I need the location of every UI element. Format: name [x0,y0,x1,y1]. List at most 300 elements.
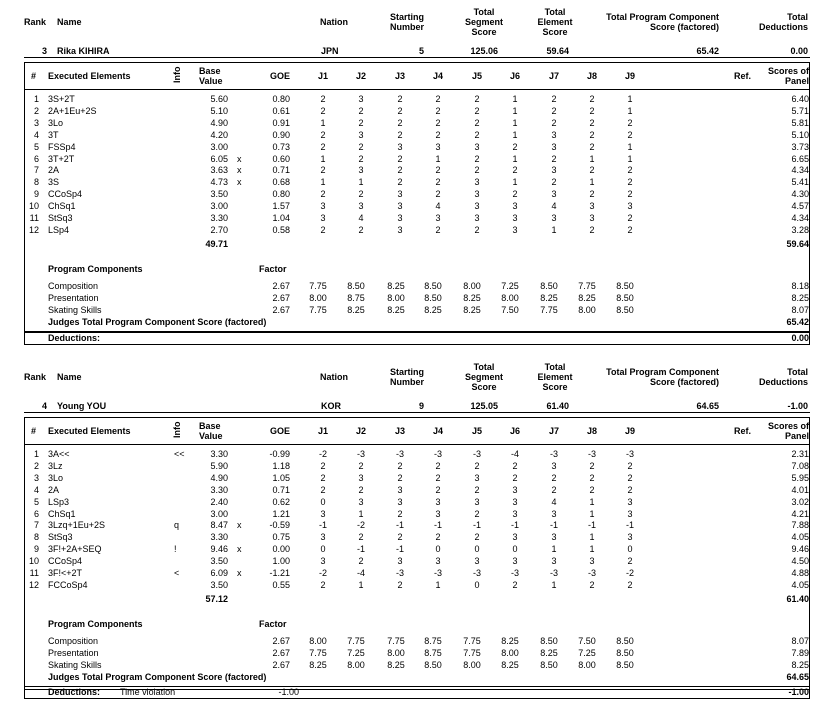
summary-underline [24,57,810,58]
element-panel-score: 4.30 [791,189,809,200]
tes-header: Element [537,372,573,382]
ref-header: Ref. [734,426,752,436]
element-panel-score: 4.57 [791,201,809,212]
component-name: Skating Skills [48,660,102,670]
element-panel-score: 6.40 [791,94,809,104]
judge-header: J7 [548,426,559,436]
component-factor: 2.67 [272,281,290,291]
judge-score: 3 [435,508,441,519]
component-judge-score: 8.25 [387,660,405,670]
element-panel-score: 4.01 [791,484,809,495]
component-name: Composition [48,281,99,291]
judge-score: 1 [435,579,441,590]
component-judge-score: 8.50 [616,636,634,646]
judge-score: 2 [551,484,557,495]
tes-header: Total [544,362,566,372]
judge-score: 3 [551,141,557,152]
judge-score: 2 [320,460,326,471]
element-code: 3T+2T [48,153,75,164]
judge-score: 2 [627,224,633,235]
judge-score: -3 [549,568,558,578]
judge-header: J6 [509,426,520,436]
judge-score: -3 [510,568,519,578]
element-number: 8 [33,532,39,543]
pcs-header: Score (factored) [649,22,719,32]
judge-score: 2 [474,224,480,235]
judge-score: 1 [512,177,518,188]
component-judge-score: 8.75 [424,648,442,658]
judge-score: 2 [358,117,364,128]
element-base-value: 3.30 [210,449,228,459]
judge-score: 2 [512,141,518,152]
info-header: Info [172,421,182,438]
judge-score: 2 [397,460,403,471]
judge-score: 2 [435,177,441,188]
judge-score: 2 [435,105,441,116]
component-judge-score: 8.50 [616,281,634,291]
judge-score: -4 [510,449,519,459]
starting-number-header: Number [389,22,424,32]
judge-score: 3 [512,532,518,543]
element-number: 9 [33,189,39,200]
component-judge-score: 8.50 [616,660,634,670]
judge-score: -1 [587,520,596,531]
component-judge-score: 7.75 [309,281,327,291]
program-components-header: Program Components [48,619,143,629]
judge-score: 0 [474,579,480,590]
judges-total-pcs-label: Judges Total Program Component Score (factored) [48,672,267,682]
judge-score: 2 [435,129,441,140]
deductions-header: Total [787,367,808,377]
element-base-value: 4.73 [210,177,228,188]
element-number: 5 [33,496,39,507]
judge-score: 3 [551,213,557,223]
component-score: 8.25 [791,660,809,670]
element-code: 2A [48,484,60,495]
judge-score: 1 [512,129,518,140]
judge-score: 3 [358,201,364,212]
element-panel-score: 4.88 [791,568,809,578]
element-bonus-marker: x [237,177,242,188]
element-code: LSp3 [48,496,70,507]
judge-score: 1 [358,508,364,519]
judge-score: 2 [589,105,595,116]
element-base-value: 3.30 [210,484,228,495]
element-panel-score: 5.81 [791,117,809,128]
element-base-value: 5.60 [210,94,228,104]
judge-score: 1 [589,153,595,164]
rank-header: Rank [24,372,47,382]
element-code: LSp4 [48,224,70,235]
table-header-underline [24,89,810,90]
judge-score: -3 [433,568,442,578]
scores-of-panel-header: Panel [784,431,809,441]
judge-score: 3 [512,496,518,507]
element-code: FSSp4 [48,141,76,152]
judge-score: -1 [395,544,404,555]
component-judge-score: 8.75 [424,636,442,646]
judge-header: J3 [394,71,405,81]
judge-score: 2 [435,460,441,471]
element-panel-score: 4.05 [791,579,809,590]
num-header: # [31,426,37,436]
component-judge-score: 8.25 [463,293,481,303]
base-value-header: Value [199,431,223,441]
judge-score: 2 [589,141,595,152]
element-goe: 0.55 [272,579,290,590]
judge-score: 2 [627,213,633,223]
element-panel-score: 5.95 [791,472,809,483]
tes-total: 59.64 [786,239,809,249]
judge-score: 2 [627,117,633,128]
element-code: CCoSp4 [48,556,83,567]
base-value-total: 49.71 [205,239,228,249]
judge-score: 3 [512,224,518,235]
judge-score: -3 [472,449,481,459]
judge-score: 2 [358,532,364,543]
judge-header: J6 [509,71,520,81]
deductions-header: Deductions [758,377,808,387]
judge-score: 3 [512,201,518,212]
judge-score: 3 [435,556,441,567]
element-number: 10 [28,201,39,212]
element-info: q [174,520,180,531]
element-info: << [174,449,185,459]
judge-score: 3 [358,496,364,507]
component-judge-score: 8.50 [616,648,634,658]
element-bonus-marker: x [237,544,242,555]
element-base-value: 3.00 [210,201,228,212]
component-judge-score: 8.50 [540,281,558,291]
element-goe: 1.18 [272,460,290,471]
judge-score: 2 [397,165,403,176]
judge-score: 3 [397,224,403,235]
judge-score: 3 [320,213,326,223]
component-judge-score: 8.25 [501,660,519,670]
judge-score: 3 [474,201,480,212]
judge-score: 1 [589,532,595,543]
judge-header: J3 [394,426,405,436]
element-number: 12 [28,579,39,590]
judge-score: 2 [397,117,403,128]
component-judge-score: 7.75 [309,648,327,658]
judge-score: 2 [589,484,595,495]
goe-header: GOE [269,426,290,436]
tss-header: Score [471,382,497,392]
judge-score: -3 [356,449,365,459]
component-judge-score: 7.50 [578,636,596,646]
judge-score: 2 [358,460,364,471]
component-judge-score: 8.50 [424,281,442,291]
judge-score: 3 [397,484,403,495]
judge-score: 0 [435,544,441,555]
skater-tes: 59.64 [546,46,569,56]
element-number: 9 [33,544,39,555]
deduction-total: 0.00 [791,333,809,343]
table-header-underline [24,444,810,445]
component-judge-score: 7.75 [347,636,365,646]
component-judge-score: 7.75 [578,281,596,291]
element-goe: 0.80 [272,189,290,200]
tes-header: Element [537,17,573,27]
element-goe: 0.91 [272,117,290,128]
judge-score: 2 [435,532,441,543]
judge-score: 1 [320,117,326,128]
element-info: ! [174,544,177,555]
judge-score: 2 [397,508,403,519]
component-judge-score: 8.25 [540,648,558,658]
element-panel-score: 5.41 [791,177,809,188]
element-code: 3S+2T [48,94,75,104]
judge-score: 1 [627,141,633,152]
component-judge-score: 8.25 [387,281,405,291]
judge-score: 3 [512,484,518,495]
scores-of-panel-header: Scores of [767,66,809,76]
judge-score: 2 [627,460,633,471]
judge-score: 3 [551,508,557,519]
nation-header: Nation [320,17,348,27]
judge-score: 0 [474,544,480,555]
element-panel-score: 5.10 [791,129,809,140]
element-code: CCoSp4 [48,189,83,200]
element-code: 3Lo [48,117,64,128]
summary-underline [24,412,810,413]
base-value-header: Base [199,66,221,76]
component-judge-score: 8.50 [347,281,365,291]
deductions-box [24,332,810,345]
element-number: 1 [33,94,39,104]
pcs-header: Total Program Component [606,12,719,22]
element-panel-score: 7.88 [791,520,809,531]
component-judge-score: 8.00 [309,636,327,646]
judge-score: -1 [433,520,442,531]
judge-score: 3 [358,94,364,104]
component-judge-score: 8.50 [424,293,442,303]
judge-score: 2 [512,460,518,471]
component-judge-score: 8.50 [616,305,634,315]
judge-score: 2 [589,94,595,104]
judge-score: -2 [318,449,327,459]
judge-score: 3 [397,496,403,507]
element-code: 3F!<+2T [48,568,83,578]
component-score: 8.25 [791,293,809,303]
executed-elements-header: Executed Elements [48,426,131,436]
skater-pcs: 64.65 [696,401,719,411]
element-code: 2A+1Eu+2S [48,105,97,116]
judge-score: 2 [627,177,633,188]
judge-score: 2 [320,189,326,200]
judge-score: 2 [589,224,595,235]
element-bonus-marker: x [237,568,242,578]
judges-total-pcs-label: Judges Total Program Component Score (factored) [48,317,267,327]
element-panel-score: 4.21 [791,508,809,519]
judge-score: 2 [551,94,557,104]
element-goe: -1.21 [269,568,290,578]
component-judge-score: 7.25 [347,648,365,658]
factor-header: Factor [259,264,287,274]
judge-score: 3 [627,496,633,507]
judge-score: 2 [435,224,441,235]
judge-score: 1 [358,579,364,590]
element-base-value: 5.10 [210,105,228,116]
judge-score: -1 [395,520,404,531]
deduction-detail: Time violation [120,687,176,697]
element-number: 6 [33,153,39,164]
skater-tes: 61.40 [546,401,569,411]
judge-score: 2 [589,117,595,128]
element-number: 3 [33,472,39,483]
element-goe: 0.62 [272,496,290,507]
scores-of-panel-header: Scores of [767,421,809,431]
element-number: 7 [33,520,39,531]
skater-rank: 4 [42,401,48,411]
pcs-header: Total Program Component [606,367,719,377]
element-goe: 0.61 [272,105,290,116]
judge-score: 2 [627,129,633,140]
judge-score: 3 [358,129,364,140]
judge-score: 3 [474,141,480,152]
judge-score: 1 [627,94,633,104]
component-judge-score: 8.50 [540,636,558,646]
judge-header: J5 [471,426,482,436]
program-components-header: Program Components [48,264,143,274]
judge-score: 2 [397,177,403,188]
judge-score: -3 [549,449,558,459]
component-score: 8.07 [791,305,809,315]
judge-score: 2 [474,532,480,543]
judge-score: 4 [551,201,557,212]
deduction-total: -1.00 [788,687,809,697]
component-judge-score: 7.75 [463,648,481,658]
judge-score: -2 [318,568,327,578]
judge-score: 3 [551,460,557,471]
element-base-value: 4.20 [210,129,228,140]
element-goe: 0.68 [272,177,290,188]
element-code: 3A<< [48,449,70,459]
element-panel-score: 3.28 [791,224,809,235]
element-bonus-marker: x [237,165,242,176]
element-bonus-marker: x [237,520,242,531]
element-goe: 1.05 [272,472,290,483]
judge-score: 1 [551,224,557,235]
judge-score: 2 [397,532,403,543]
component-factor: 2.67 [272,636,290,646]
judge-header: J1 [317,71,328,81]
judge-score: 3 [512,508,518,519]
judge-score: 3 [551,532,557,543]
judge-score: -1 [549,520,558,531]
judge-score: 2 [435,165,441,176]
judge-score: 3 [358,165,364,176]
element-base-value: 4.90 [210,117,228,128]
judge-score: 1 [358,177,364,188]
judge-score: 3 [551,556,557,567]
skater-ded: -1.00 [787,401,808,411]
judge-score: 2 [589,460,595,471]
skater-rank: 3 [42,46,48,56]
judge-score: 1 [589,177,595,188]
component-score: 7.89 [791,648,809,658]
judge-score: -2 [625,568,634,578]
judge-header: J9 [624,426,635,436]
judge-score: -3 [433,449,442,459]
judge-header: J4 [432,71,443,81]
element-code: 3T [48,129,59,140]
judge-header: J7 [548,71,559,81]
element-code: 2A [48,165,60,176]
element-number: 8 [33,177,39,188]
judge-score: 2 [358,224,364,235]
judge-header: J9 [624,71,635,81]
judge-score: 2 [551,177,557,188]
judge-score: 2 [474,117,480,128]
element-number: 2 [33,105,39,116]
element-base-value: 8.47 [210,520,228,531]
judge-score: 2 [474,508,480,519]
judge-score: 2 [551,117,557,128]
starting-number-header: Starting [389,367,424,377]
element-base-value: 2.40 [210,496,228,507]
judge-score: 1 [589,544,595,555]
judge-score: 2 [627,165,633,176]
judge-score: 3 [512,213,518,223]
component-judge-score: 7.25 [501,281,519,291]
judge-score: 3 [435,213,441,223]
judge-score: 3 [397,189,403,200]
element-goe: 0.58 [272,224,290,235]
element-base-value: 3.00 [210,508,228,519]
skater-start: 9 [418,401,424,411]
component-name: Presentation [48,648,99,658]
judge-score: 2 [397,153,403,164]
judge-score: 2 [358,556,364,567]
judge-header: J2 [355,71,366,81]
judge-score: 2 [627,579,633,590]
component-score: 8.18 [791,281,809,291]
judge-score: 3 [397,213,403,223]
component-judge-score: 7.75 [387,636,405,646]
element-goe: -0.59 [269,520,290,531]
skater-name: Rika KIHIRA [57,46,110,56]
judge-score: 2 [320,105,326,116]
judge-score: 3 [320,532,326,543]
element-base-value: 6.05 [210,153,228,164]
element-goe: 0.90 [272,129,290,140]
element-code: 3Lo [48,472,64,483]
judge-score: 2 [589,472,595,483]
component-name: Presentation [48,293,99,303]
judge-header: J4 [432,426,443,436]
name-header: Name [57,17,82,27]
judge-score: 2 [435,484,441,495]
element-panel-score: 4.34 [791,213,809,223]
component-judge-score: 8.25 [424,305,442,315]
component-judge-score: 8.25 [347,305,365,315]
starting-number-header: Number [389,377,424,387]
element-code: 3F!+2A+SEQ [48,544,102,555]
judge-score: 3 [397,201,403,212]
judge-score: 2 [474,94,480,104]
judge-score: 1 [589,508,595,519]
judge-score: 2 [474,460,480,471]
skater-start: 5 [418,46,424,56]
judge-score: 3 [551,129,557,140]
judge-score: 3 [551,189,557,200]
judge-score: 3 [627,508,633,519]
element-panel-score: 6.65 [791,153,809,164]
component-judge-score: 8.00 [578,305,596,315]
tss-header: Total [473,7,495,17]
